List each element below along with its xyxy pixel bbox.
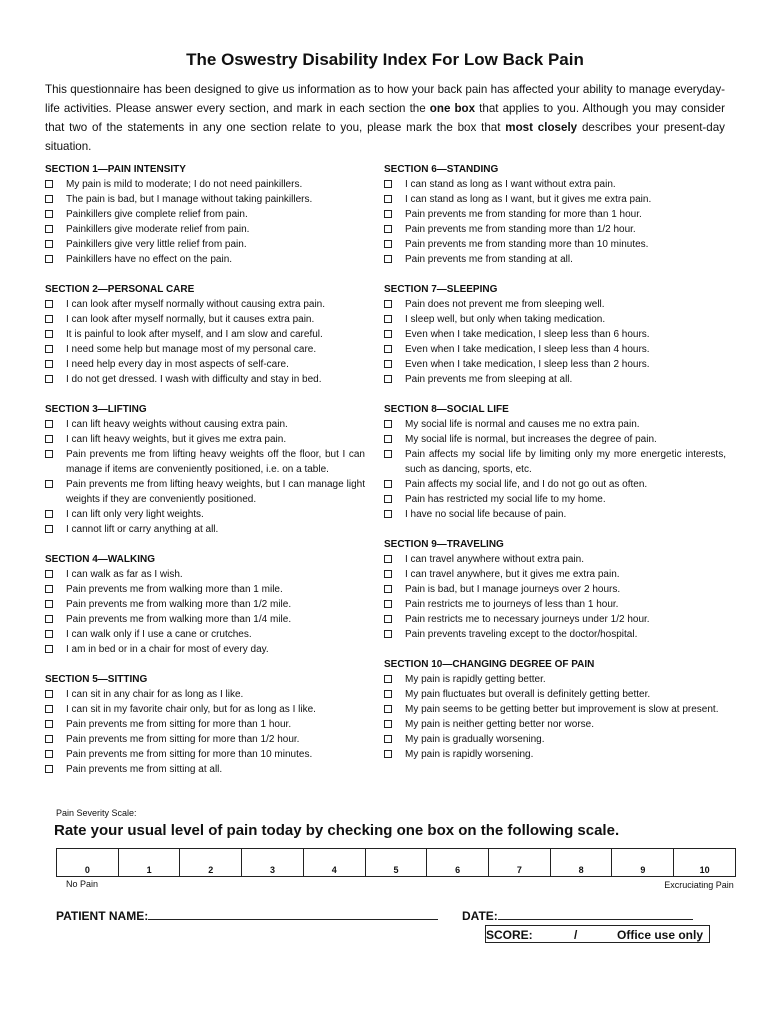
option-row <box>45 762 365 777</box>
option-label: Painkillers give very little relief from pain. <box>66 239 247 250</box>
option-checkbox[interactable] <box>384 720 392 728</box>
pain-scale-table <box>56 848 736 877</box>
section-heading: SECTION 1—PAIN INTENSITY <box>45 164 186 175</box>
option-label: Pain prevents me from sitting for more than 1/2 hour. <box>66 734 300 745</box>
option-row <box>384 597 726 612</box>
option-row <box>384 732 726 747</box>
option-row <box>45 507 365 522</box>
option-label: Painkillers have no effect on the pain. <box>66 254 233 265</box>
option-checkbox[interactable] <box>384 435 392 443</box>
option-label: My social life is normal and causes me no extra pain. <box>405 419 640 430</box>
option-checkbox[interactable] <box>45 420 53 428</box>
section <box>384 402 726 522</box>
option-checkbox[interactable] <box>45 345 53 353</box>
option-label: Pain prevents me from standing more than 10 minutes. <box>405 239 649 250</box>
pain-scale-cell[interactable]: 0 <box>57 849 119 877</box>
option-label: I can look after myself normally without causing extra pain. <box>66 299 326 310</box>
section-heading: SECTION 7—SLEEPING <box>384 284 498 295</box>
option-checkbox[interactable] <box>384 735 392 743</box>
option-label: Pain restricts me to journeys of less than 1 hour. <box>405 599 619 610</box>
option-checkbox[interactable] <box>45 705 53 713</box>
option-checkbox[interactable] <box>384 600 392 608</box>
option-checkbox[interactable] <box>384 450 392 458</box>
option-label: I can lift only very light weights. <box>66 509 204 520</box>
option-checkbox[interactable] <box>45 195 53 203</box>
option-checkbox[interactable] <box>45 255 53 263</box>
pain-scale-cell[interactable]: 5 <box>365 849 427 877</box>
option-checkbox[interactable] <box>45 435 53 443</box>
option-checkbox[interactable] <box>45 315 53 323</box>
section <box>384 657 726 762</box>
pain-scale-cell[interactable]: 1 <box>118 849 180 877</box>
option-checkbox[interactable] <box>45 450 53 458</box>
option-checkbox[interactable] <box>45 300 53 308</box>
section <box>384 282 726 387</box>
option-checkbox[interactable] <box>45 510 53 518</box>
option-label: I have no social life because of pain. <box>405 509 567 520</box>
option-row <box>384 372 726 387</box>
option-checkbox[interactable] <box>384 480 392 488</box>
option-checkbox[interactable] <box>384 345 392 353</box>
score-separator: / <box>574 928 578 942</box>
date-label: DATE: <box>462 909 498 923</box>
option-label: I do not get dressed. I wash with difficulty and stay in bed. <box>66 374 322 385</box>
option-row <box>45 207 365 222</box>
option-row <box>45 627 365 642</box>
option-label: Pain does not prevent me from sleeping well. <box>405 299 605 310</box>
option-row <box>384 327 726 342</box>
option-row <box>384 687 726 702</box>
option-row <box>45 327 365 342</box>
option-row <box>384 447 726 477</box>
option-row <box>384 342 726 357</box>
option-row <box>45 177 365 192</box>
option-label: Pain is bad, but I manage journeys over 2 hours. <box>405 584 621 595</box>
option-checkbox[interactable] <box>384 630 392 638</box>
option-label: My pain fluctuates but overall is definitely getting better. <box>405 689 651 700</box>
option-checkbox[interactable] <box>45 630 53 638</box>
option-row <box>45 237 365 252</box>
option-row <box>384 177 726 192</box>
option-label: My pain is rapidly worsening. <box>405 749 534 760</box>
section <box>384 537 726 642</box>
option-checkbox[interactable] <box>384 240 392 248</box>
section <box>45 552 365 657</box>
option-label: Pain prevents me from walking more than 1/2 mile. <box>66 599 292 610</box>
right-column <box>384 162 726 777</box>
section <box>384 162 726 267</box>
option-label: Pain affects my social life by limiting only my more energetic interests, such as dancing, sports, etc. <box>405 449 726 475</box>
option-label: Pain prevents me from sitting for more than 1 hour. <box>66 719 292 730</box>
option-checkbox[interactable] <box>384 705 392 713</box>
option-row <box>45 222 365 237</box>
option-checkbox[interactable] <box>384 420 392 428</box>
scale-high-label: Excruciating Pain <box>664 880 734 890</box>
patient-name-line[interactable] <box>148 907 438 920</box>
option-row <box>45 342 365 357</box>
option-checkbox[interactable] <box>45 765 53 773</box>
date-field[interactable] <box>462 907 693 923</box>
scale-low-label: No Pain <box>66 879 99 889</box>
option-row <box>45 717 365 732</box>
option-label: I can lift heavy weights, but it gives me extra pain. <box>66 434 287 445</box>
option-checkbox[interactable] <box>45 570 53 578</box>
option-label: Painkillers give complete relief from pain. <box>66 209 248 220</box>
pain-scale-cell[interactable]: 9 <box>612 849 674 877</box>
option-checkbox[interactable] <box>384 750 392 758</box>
score-box <box>485 925 710 943</box>
option-checkbox[interactable] <box>45 615 53 623</box>
option-label: Pain prevents me from walking more than 1/4 mile. <box>66 614 292 625</box>
option-checkbox[interactable] <box>45 720 53 728</box>
option-checkbox[interactable] <box>45 240 53 248</box>
left-column <box>45 162 365 792</box>
option-checkbox[interactable] <box>45 210 53 218</box>
option-row <box>45 747 365 762</box>
option-label: I can sit in any chair for as long as I like. <box>66 689 244 700</box>
option-row <box>45 357 365 372</box>
option-label: Even when I take medication, I sleep less than 6 hours. <box>405 329 650 340</box>
option-label: Pain affects my social life, and I do not go out as often. <box>405 479 648 490</box>
section-heading: SECTION 4—WALKING <box>45 554 156 565</box>
section-heading: SECTION 9—TRAVELING <box>384 539 504 550</box>
option-checkbox[interactable] <box>384 360 392 368</box>
option-row <box>45 612 365 627</box>
option-checkbox[interactable] <box>384 690 392 698</box>
option-label: I can walk only if I use a cane or crutches. <box>66 629 252 640</box>
option-row <box>45 297 365 312</box>
option-checkbox[interactable] <box>384 300 392 308</box>
section-heading: SECTION 5—SITTING <box>45 674 148 685</box>
option-checkbox[interactable] <box>384 555 392 563</box>
option-label: Pain prevents traveling except to the doctor/hospital. <box>405 629 638 640</box>
option-row <box>384 702 726 717</box>
option-checkbox[interactable] <box>384 255 392 263</box>
option-row <box>384 582 726 597</box>
option-row <box>45 582 365 597</box>
section <box>45 402 365 537</box>
option-row <box>45 312 365 327</box>
section <box>45 282 365 387</box>
option-row <box>45 447 365 477</box>
section-heading: SECTION 8—SOCIAL LIFE <box>384 404 509 415</box>
option-checkbox[interactable] <box>384 570 392 578</box>
pain-scale-cell[interactable]: 7 <box>489 849 551 877</box>
pain-scale-cell[interactable]: 8 <box>550 849 612 877</box>
option-label: My pain is gradually worsening. <box>405 734 545 745</box>
option-row <box>45 372 365 387</box>
option-checkbox[interactable] <box>45 585 53 593</box>
option-label: Pain prevents me from sitting at all. <box>66 764 223 775</box>
patient-name-field[interactable] <box>56 907 438 923</box>
option-checkbox[interactable] <box>384 510 392 518</box>
option-row <box>384 207 726 222</box>
option-checkbox[interactable] <box>45 330 53 338</box>
option-checkbox[interactable] <box>45 225 53 233</box>
option-label: Painkillers give moderate relief from pain. <box>66 224 250 235</box>
section-heading: SECTION 6—STANDING <box>384 164 499 175</box>
option-checkbox[interactable] <box>45 525 53 533</box>
option-checkbox[interactable] <box>384 675 392 683</box>
option-label: I can sit in my favorite chair only, but for as long as I like. <box>66 704 316 715</box>
pain-scale-cell[interactable]: 3 <box>242 849 304 877</box>
option-row <box>45 522 365 537</box>
option-row <box>384 627 726 642</box>
option-label: I cannot lift or carry anything at all. <box>66 524 219 535</box>
pain-scale-label: Pain Severity Scale: <box>56 808 137 818</box>
option-checkbox[interactable] <box>384 180 392 188</box>
option-row <box>45 432 365 447</box>
option-row <box>384 237 726 252</box>
option-row <box>384 612 726 627</box>
score-label: SCORE: <box>486 928 533 942</box>
option-label: Pain restricts me to necessary journeys under 1/2 hour. <box>405 614 650 625</box>
option-row <box>384 492 726 507</box>
option-checkbox[interactable] <box>45 600 53 608</box>
option-row <box>384 312 726 327</box>
pain-scale-cell[interactable]: 6 <box>427 849 489 877</box>
option-row <box>384 357 726 372</box>
option-row <box>384 717 726 732</box>
section <box>45 672 365 777</box>
instructions: This questionnaire has been designed to give us information as to how your back pain has affected your ability to manage everyday-life activities. Please answer every section, and mark in each section the one box that applies to you. Although you may consider that two of the statements in any one section relate to you, please mark the box that most closely describes your present-day situation. <box>45 83 725 153</box>
option-checkbox[interactable] <box>45 480 53 488</box>
option-label: I need some help but manage most of my personal care. <box>66 344 317 355</box>
option-row <box>45 702 365 717</box>
option-row <box>384 432 726 447</box>
option-label: Pain prevents me from lifting heavy weights off the floor, but I can manage if items are conveniently positioned, i.e. on a table. <box>66 449 365 475</box>
option-row <box>45 252 365 267</box>
option-label: The pain is bad, but I manage without taking painkillers. <box>66 194 313 205</box>
option-checkbox[interactable] <box>384 210 392 218</box>
option-label: My pain is mild to moderate; I do not need painkillers. <box>66 179 303 190</box>
option-checkbox[interactable] <box>384 615 392 623</box>
option-label: I can travel anywhere without extra pain. <box>405 554 584 565</box>
option-label: Even when I take medication, I sleep less than 2 hours. <box>405 359 650 370</box>
option-label: I sleep well, but only when taking medication. <box>405 314 606 325</box>
option-label: I can lift heavy weights without causing extra pain. <box>66 419 288 430</box>
option-label: I can stand as long as I want, but it gives me extra pain. <box>405 194 652 205</box>
option-checkbox[interactable] <box>45 180 53 188</box>
date-line[interactable] <box>498 907 693 920</box>
option-checkbox[interactable] <box>45 375 53 383</box>
option-checkbox[interactable] <box>45 750 53 758</box>
option-checkbox[interactable] <box>45 735 53 743</box>
option-checkbox[interactable] <box>45 360 53 368</box>
section <box>45 162 365 267</box>
option-row <box>384 417 726 432</box>
option-row <box>384 552 726 567</box>
option-label: My pain is neither getting better nor worse. <box>405 719 594 730</box>
section-heading: SECTION 3—LIFTING <box>45 404 147 415</box>
option-checkbox[interactable] <box>384 585 392 593</box>
pain-scale-cell[interactable]: 4 <box>303 849 365 877</box>
patient-name-label: PATIENT NAME: <box>56 909 149 923</box>
option-checkbox[interactable] <box>384 225 392 233</box>
option-label: Pain prevents me from lifting heavy weights, but I can manage light weights if they are conveniently positioned. <box>66 479 365 505</box>
option-row <box>45 642 365 657</box>
option-row <box>45 732 365 747</box>
section-heading: SECTION 2—PERSONAL CARE <box>45 284 195 295</box>
option-row <box>384 567 726 582</box>
option-label: Pain prevents me from sitting for more than 10 minutes. <box>66 749 313 760</box>
option-label: Pain has restricted my social life to my home. <box>405 494 606 505</box>
option-label: I can travel anywhere, but it gives me extra pain. <box>405 569 620 580</box>
option-checkbox[interactable] <box>384 315 392 323</box>
option-label: I need help every day in most aspects of self-care. <box>66 359 289 370</box>
option-row <box>384 507 726 522</box>
option-row <box>45 687 365 702</box>
option-checkbox[interactable] <box>45 690 53 698</box>
option-row <box>384 297 726 312</box>
option-label: I am in bed or in a chair for most of every day. <box>66 644 269 655</box>
option-row <box>384 747 726 762</box>
option-row <box>45 417 365 432</box>
option-label: It is painful to look after myself, and I am slow and careful. <box>66 329 323 340</box>
option-row <box>384 192 726 207</box>
office-use-label: Office use only <box>617 928 704 942</box>
option-checkbox[interactable] <box>384 495 392 503</box>
pain-scale-cell[interactable]: 2 <box>180 849 242 877</box>
option-label: My pain is rapidly getting better. <box>405 674 546 685</box>
option-label: Pain prevents me from standing more than 1/2 hour. <box>405 224 636 235</box>
option-label: I can stand as long as I want without extra pain. <box>405 179 616 190</box>
option-row <box>45 567 365 582</box>
option-checkbox[interactable] <box>384 330 392 338</box>
pain-scale-title: Rate your usual level of pain today by checking one box on the following scale. <box>54 822 620 839</box>
option-label: Pain prevents me from standing at all. <box>405 254 573 265</box>
option-row <box>384 672 726 687</box>
option-label: Pain prevents me from standing for more than 1 hour. <box>405 209 642 220</box>
option-checkbox[interactable] <box>384 195 392 203</box>
option-label: Even when I take medication, I sleep less than 4 hours. <box>405 344 650 355</box>
option-row <box>45 192 365 207</box>
option-row <box>45 477 365 507</box>
option-row <box>384 222 726 237</box>
option-row <box>45 597 365 612</box>
option-row <box>384 252 726 267</box>
form-title: The Oswestry Disability Index For Low Back Pain <box>186 50 584 69</box>
section-heading: SECTION 10—CHANGING DEGREE OF PAIN <box>384 659 595 670</box>
option-label: My social life is normal, but increases the degree of pain. <box>405 434 657 445</box>
option-checkbox[interactable] <box>45 645 53 653</box>
option-label: My pain seems to be getting better but improvement is slow at present. <box>405 704 719 715</box>
option-label: Pain prevents me from walking more than 1 mile. <box>66 584 283 595</box>
option-row <box>384 477 726 492</box>
option-label: I can look after myself normally, but it causes extra pain. <box>66 314 315 325</box>
option-checkbox[interactable] <box>384 375 392 383</box>
option-label: I can walk as far as I wish. <box>66 569 183 580</box>
option-label: Pain prevents me from sleeping at all. <box>405 374 573 385</box>
pain-scale-cell[interactable]: 10 <box>674 849 736 877</box>
